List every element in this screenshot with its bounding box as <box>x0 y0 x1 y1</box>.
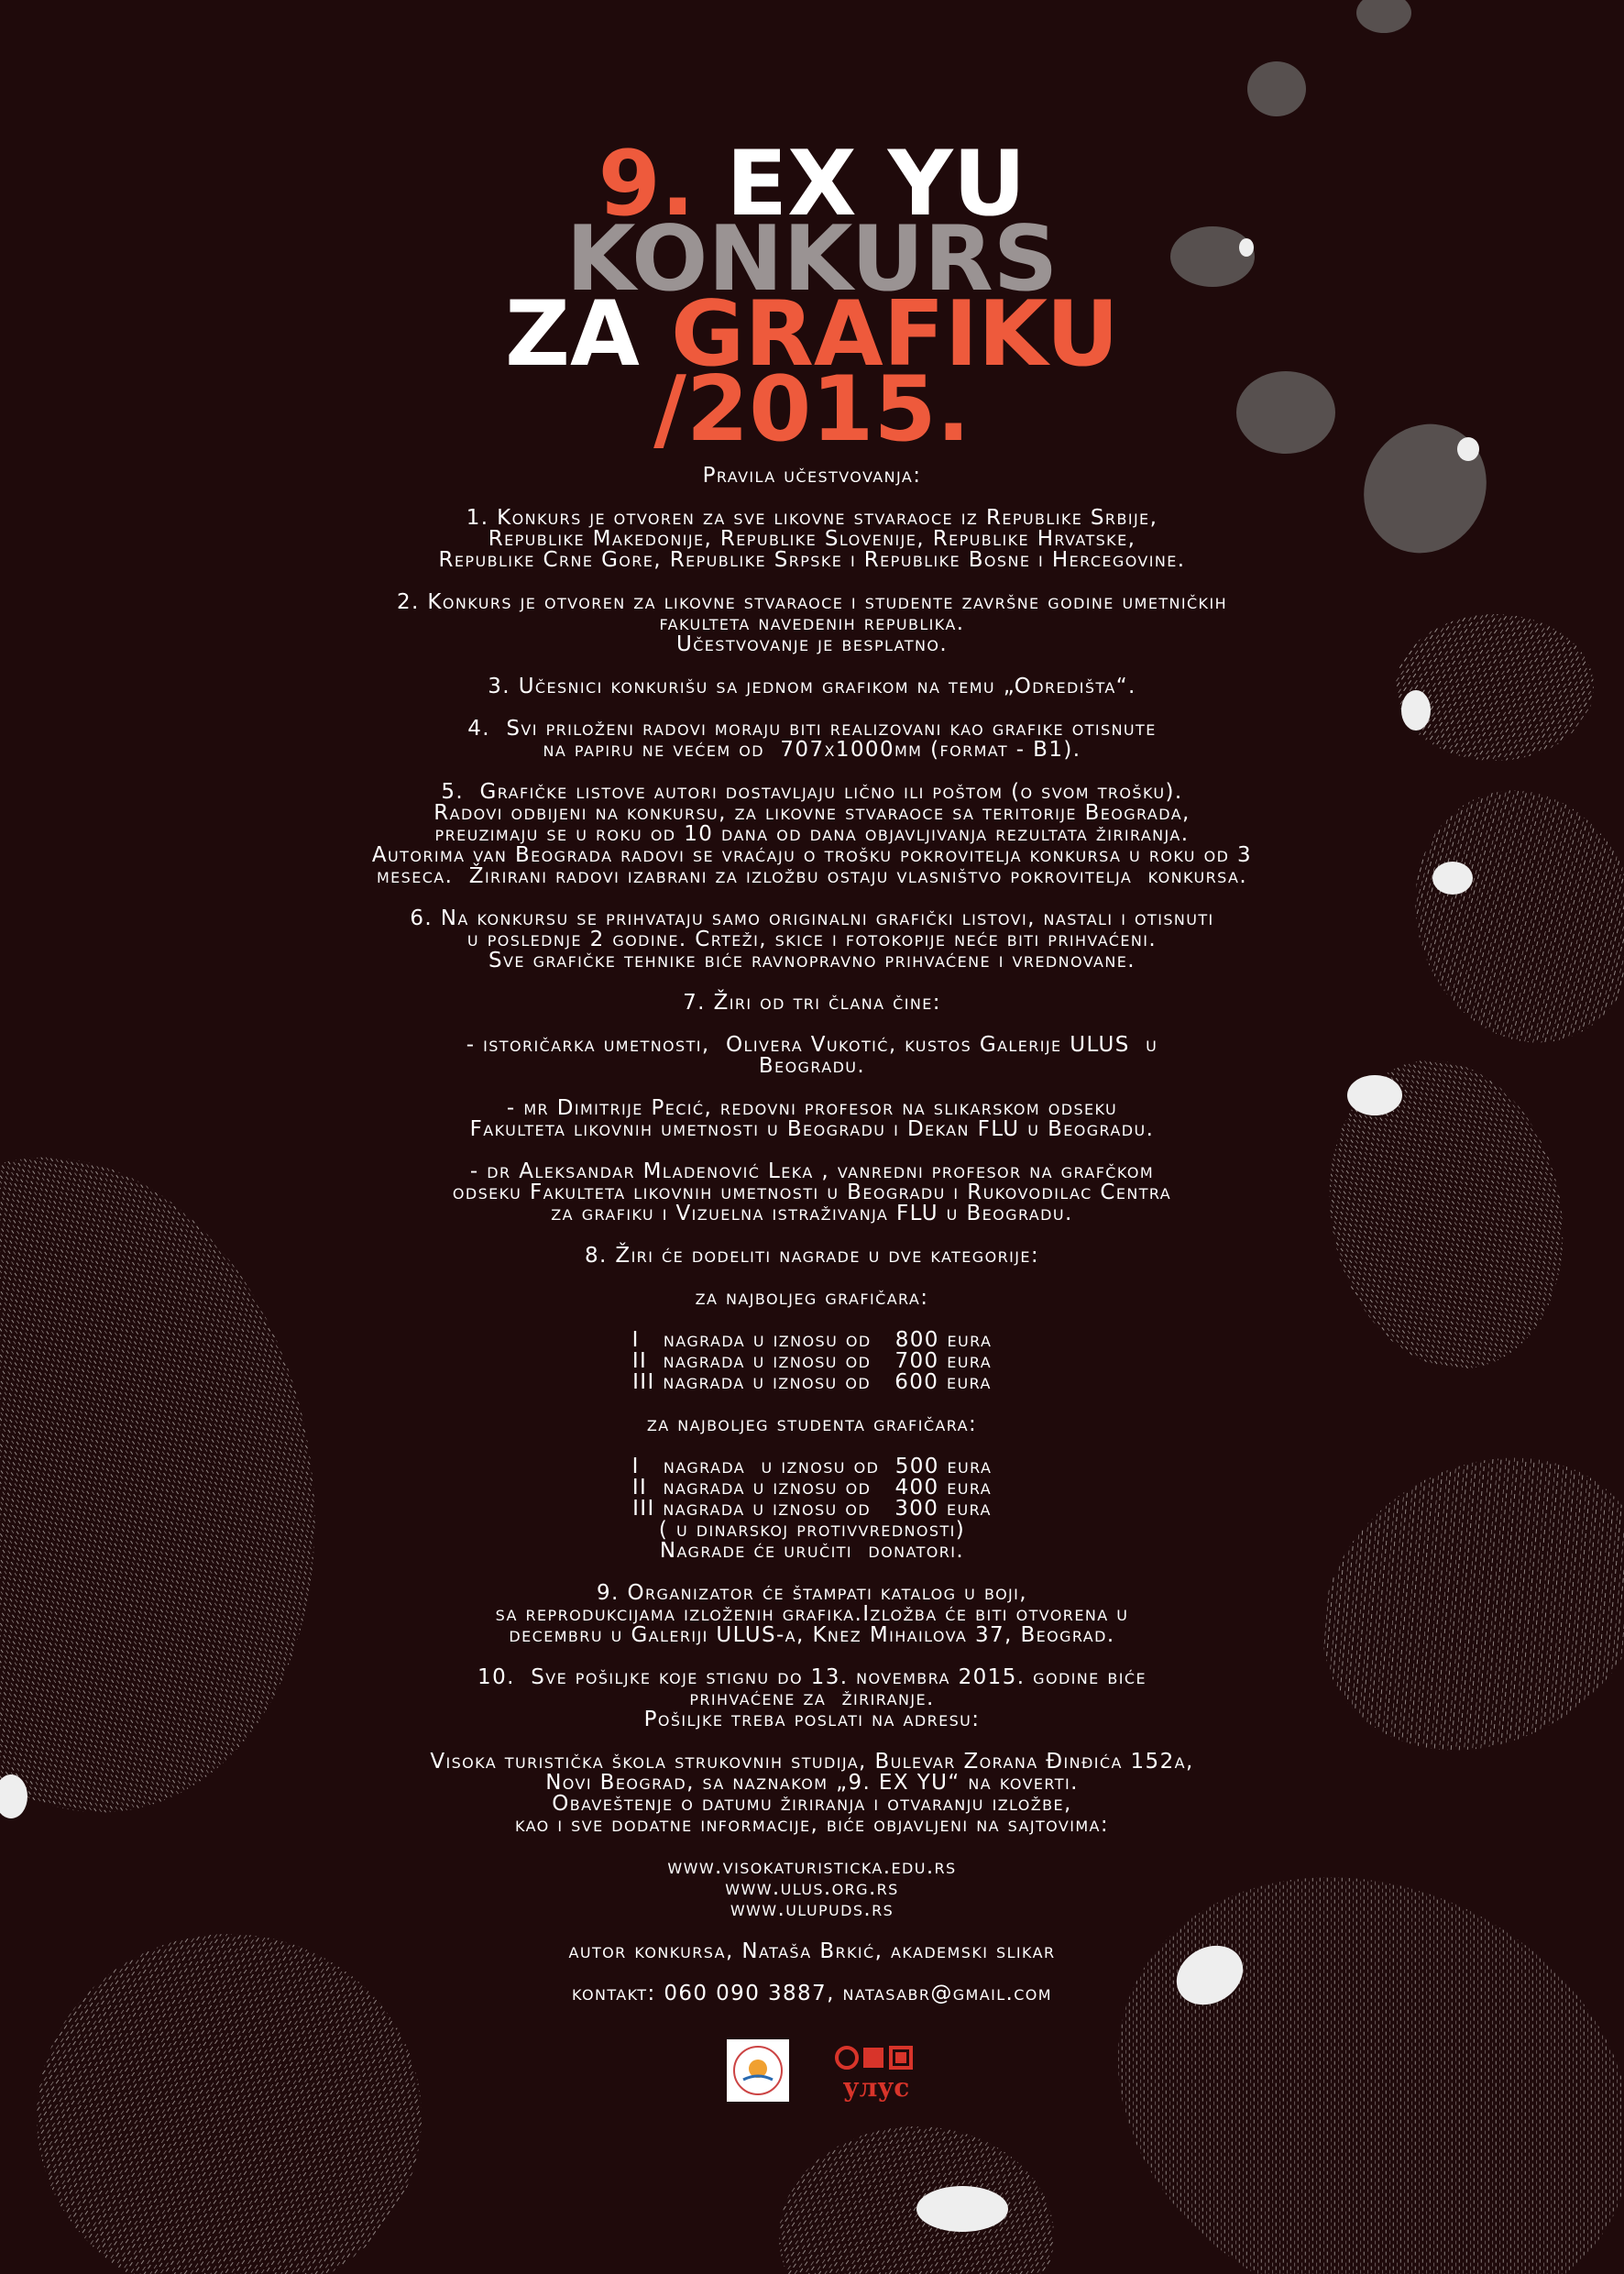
rule-8 <box>183 1246 1441 1267</box>
websites <box>183 1857 1441 1920</box>
ulus-logo <box>834 2045 918 2102</box>
text-line: Radovi odbijeni na konkursu, za likovne stvaraoce sa teritorije Beograda, <box>433 801 1191 825</box>
prizes-category-1 <box>183 1330 1441 1393</box>
text-line: odseku Fakulteta likovnih umetnosti u Beogradu i Rukovodilac Centra <box>452 1181 1172 1204</box>
text-line: I nagrada u iznosu od 800 eura <box>631 1328 993 1352</box>
sponsor-logos <box>0 2039 1624 2104</box>
jury-member-1 <box>183 1035 1441 1077</box>
school-logo <box>727 2039 789 2102</box>
text-line: 8. Žiri će dodeliti nagrade u dve kategorije: <box>584 1244 1040 1268</box>
text-line: ( u dinarskoj protivvrednosti) <box>658 1518 966 1542</box>
prizes-note <box>183 1520 1441 1562</box>
text-line: Obaveštenje o datumu žiriranja i otvaranju izložbe, <box>552 1792 1072 1816</box>
text-line: I nagrada u iznosu od 500 eura <box>631 1455 993 1478</box>
seed-shape <box>1247 61 1306 116</box>
rules-text <box>183 466 1441 2026</box>
rule-1 <box>183 508 1441 571</box>
text-line: www.ulupuds.rs <box>730 1897 894 1921</box>
jury-member-2 <box>183 1098 1441 1140</box>
text-line: preuzimaju se u roku od 10 dana od dana objavljivanja rezultata žiriranja. <box>434 822 1190 846</box>
rule-5 <box>183 782 1441 887</box>
text-line: - istoričarka umetnosti, Olivera Vukotić, kustos Galerije ULUS u <box>466 1033 1158 1057</box>
text-line: Visoka turistička škola strukovnih studija, Bulevar Zorana Đinđića 152a, <box>430 1750 1194 1774</box>
text-line: 4. Svi priloženi radovi moraju biti realizovani kao grafike otisnute <box>467 717 1157 741</box>
text-line: www.visokaturisticka.edu.rs <box>667 1855 957 1879</box>
rule-2 <box>183 592 1441 655</box>
ulus-logo-text: улус <box>842 2072 910 2103</box>
text-line: 9. Organizator će štampati katalog u boji, <box>596 1581 1028 1605</box>
text-line: Pošiljke treba poslati na adresu: <box>643 1708 981 1731</box>
rule-4 <box>183 719 1441 761</box>
seed-tip <box>916 2186 1008 2232</box>
text-line: Nagrade će uručiti donatori. <box>659 1539 965 1563</box>
seed-shape <box>1356 0 1411 33</box>
ulus-symbols-icon <box>834 2045 918 2071</box>
address <box>183 1752 1441 1836</box>
text-line: za najboljeg studenta grafičara: <box>646 1412 978 1436</box>
text-line: 6. Na konkursu se prihvataju samo originalni grafički listovi, nastali i otisnuti <box>410 906 1214 930</box>
text-line: Republike Crne Gore, Republike Srpske i Republike Bosne i Hercegovine. <box>438 548 1186 572</box>
category-1 <box>183 1288 1441 1309</box>
rule-6 <box>183 908 1441 972</box>
rule-10 <box>183 1667 1441 1730</box>
text-line: za grafiku i Vizuelna istraživanja FLU u Beogradu. <box>551 1202 1073 1225</box>
text-line: II nagrada u iznosu od 700 eura <box>631 1349 993 1373</box>
text-line: meseca. Žirirani radovi izabrani za izložbu ostaju vlasništvo pokrovitelja konkursa. <box>376 864 1248 888</box>
text-line: - dr Aleksandar Mladenović Leka , vanredni profesor na grafčkom <box>469 1159 1155 1183</box>
text-line: - mr Dimitrije Pecić, redovni profesor na slikarskom odseku <box>506 1096 1118 1120</box>
text-line: III nagrada u iznosu od 300 eura <box>632 1497 992 1521</box>
text-line: prihvaćene za žiriranje. <box>689 1686 935 1710</box>
rule-7 <box>183 993 1441 1014</box>
contact <box>183 1983 1441 2005</box>
text-line: autor konkursa, Nataša Brkić, akademski slikar <box>568 1939 1056 1963</box>
text-line: Fakulteta likovnih umetnosti u Beogradu i Dekan FLU u Beogradu. <box>469 1117 1155 1141</box>
text-line: 3. Učesnici konkurišu sa jednom grafikom na temu „Odredišta“. <box>488 675 1136 698</box>
text-line: Republike Makedonije, Republike Slovenije, Republike Hrvatske, <box>488 527 1136 551</box>
text-line: III nagrada u iznosu od 600 eura <box>632 1370 992 1394</box>
text-line: u poslednje 2 godine. Crteži, skice i fotokopije neće biti prihvaćeni. <box>466 928 1158 951</box>
text-line: kontakt: 060 090 3887, natasabr@gmail.com <box>571 1982 1053 2005</box>
text-line: www.ulus.org.rs <box>725 1876 899 1900</box>
text-line: Sve grafičke tehnike biće ravnopravno prihvaćene i vrednovane. <box>488 949 1136 972</box>
title-konkurs: KONKURS <box>565 207 1059 312</box>
rules-heading: Pravila učestvovanja: <box>702 464 922 488</box>
text-line: sa reprodukcijama izloženih grafika.Izložba će biti otvorena u <box>495 1602 1129 1626</box>
text-line: 1. Konkurs je otvoren za sve likovne stvaraoce iz Republike Srbije, <box>466 506 1158 530</box>
text-line: Autorima van Beograda radovi se vraćaju o trošku pokrovitelja konkursa u roku od 3 <box>371 843 1253 867</box>
prizes-category-2 <box>183 1456 1441 1520</box>
title-za: ZA <box>505 282 640 387</box>
text-line: 5. Grafičke listove autori dostavljaju lično ili poštom (o svom trošku). <box>441 780 1183 804</box>
jury-member-3 <box>183 1161 1441 1225</box>
seed-shape <box>779 2126 1054 2274</box>
text-line: decembru u Galeriji ULUS-a, Knez Mihailova 37, Beograd. <box>509 1623 1115 1647</box>
title-year: /2015. <box>653 357 971 462</box>
title-ex-yu: EX YU <box>726 132 1026 236</box>
category-2 <box>183 1414 1441 1435</box>
text-line: na papiru ne većem od 707x1000mm (format - B1). <box>543 738 1081 762</box>
text-line: kao i sve dodatne informacije, biće objavljeni na sajtovima: <box>514 1813 1110 1837</box>
title-number: 9. <box>598 132 696 236</box>
text-line: II nagrada u iznosu od 400 eura <box>631 1476 993 1500</box>
text-line: 2. Konkurs je otvoren za likovne stvaraoce i studente završne godine umetničkih <box>396 590 1228 614</box>
rule-3 <box>183 676 1441 698</box>
title-grafiku: GRAFIKU <box>671 282 1119 387</box>
rule-9 <box>183 1583 1441 1646</box>
author <box>183 1941 1441 1962</box>
text-line: 7. Žiri od tri člana čine: <box>683 991 941 1015</box>
text-line: Beogradu. <box>758 1054 866 1078</box>
text-line: za najboljeg grafičara: <box>695 1286 929 1310</box>
text-line: 10. Sve pošiljke koje stignu do 13. novembra 2015. godine biće <box>477 1665 1147 1689</box>
text-line: Novi Beograd, sa naznakom „9. EX YU“ na koverti. <box>545 1771 1079 1795</box>
text-line: Učestvovanje je besplatno. <box>675 632 949 656</box>
text-line: fakulteta navedenih republika. <box>659 611 965 635</box>
school-emblem-icon <box>727 2039 789 2102</box>
